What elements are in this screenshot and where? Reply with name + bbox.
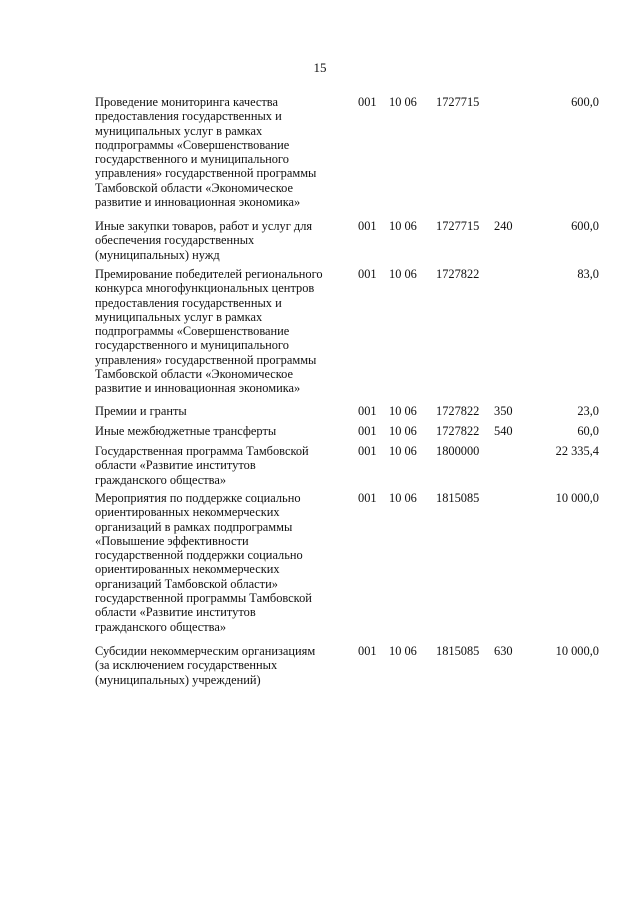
expense-type-code: 540 [494, 424, 513, 438]
description-line: управления» государственной программы [95, 352, 317, 367]
description-line: муниципальных услуг в рамках [95, 309, 263, 324]
description-line: организаций Тамбовской области» [95, 576, 278, 591]
section-code: 10 06 [389, 424, 417, 438]
target-code: 1727822 [436, 267, 480, 281]
admin-code: 001 [358, 444, 377, 458]
admin-code: 001 [358, 95, 377, 109]
row-description [95, 444, 350, 487]
expense-type-code: 630 [494, 644, 513, 658]
admin-code: 001 [358, 491, 377, 505]
description-line: Премирование победителей регионального [95, 267, 323, 281]
target-code: 1800000 [436, 444, 480, 458]
admin-code: 001 [358, 424, 377, 438]
description-line: гражданского общества» [95, 472, 227, 487]
target-code: 1815085 [436, 644, 480, 658]
description-line: Субсидии некоммерческим организациям [95, 644, 316, 658]
description-line: организаций в рамках подпрограммы [95, 519, 293, 534]
row-description [95, 424, 350, 438]
page-number: 15 [313, 60, 327, 75]
target-code: 1727822 [436, 424, 480, 438]
description-line: развитие и инновационная экономика» [95, 195, 301, 210]
admin-code: 001 [358, 644, 377, 658]
row-description [95, 491, 350, 634]
description-line: муниципальных услуг в рамках [95, 123, 263, 138]
description-line: государственной поддержки социально [95, 548, 303, 563]
target-code: 1727715 [436, 219, 480, 233]
section-code: 10 06 [389, 219, 417, 233]
description-line: области «Развитие институтов [95, 458, 256, 473]
description-line: Проведение мониторинга качества [95, 95, 278, 109]
description-line: гражданского общества» [95, 619, 227, 634]
description-line: ориентированных некоммерческих [95, 562, 280, 577]
amount-value: 10 000,0 [555, 491, 599, 505]
amount-value: 600,0 [571, 219, 599, 233]
description-line: государственного и муниципального [95, 338, 289, 353]
row-description [95, 644, 350, 687]
admin-code: 001 [358, 267, 377, 281]
description-line: (за исключением государственных [95, 658, 278, 673]
description-line: Тамбовской области «Экономическое [95, 180, 294, 195]
section-code: 10 06 [389, 267, 417, 281]
description-line: предоставления государственных и [95, 109, 282, 124]
description-line: «Повышение эффективности [95, 533, 249, 548]
target-code: 1727822 [436, 404, 480, 418]
description-line: Мероприятия по поддержке социально [95, 491, 301, 505]
description-line: Государственная программа Тамбовской [95, 444, 309, 458]
description-line: подпрограммы «Совершенствование [95, 324, 290, 339]
target-code: 1815085 [436, 491, 480, 505]
amount-value: 600,0 [571, 95, 599, 109]
description-line: (муниципальных) нужд [95, 247, 220, 262]
description-line: предоставления государственных и [95, 295, 282, 310]
description-line: Иные межбюджетные трансферты [95, 424, 277, 438]
description-line: обеспечения государственных [95, 233, 255, 248]
row-description [95, 267, 350, 396]
row-description [95, 404, 350, 418]
amount-value: 22 335,4 [555, 444, 599, 458]
admin-code: 001 [358, 404, 377, 418]
expense-type-code: 350 [494, 404, 513, 418]
description-line: государственной программы Тамбовской [95, 591, 312, 606]
description-line: ориентированных некоммерческих [95, 505, 280, 520]
amount-value: 23,0 [577, 404, 599, 418]
expense-type-code: 240 [494, 219, 513, 233]
section-code: 10 06 [389, 95, 417, 109]
row-description [95, 95, 350, 209]
amount-value: 83,0 [577, 267, 599, 281]
amount-value: 10 000,0 [555, 644, 599, 658]
row-description [95, 219, 350, 262]
description-line: развитие и инновационная экономика» [95, 381, 301, 396]
description-line: Премии и гранты [95, 404, 187, 418]
section-code: 10 06 [389, 444, 417, 458]
description-line: (муниципальных) учреждений) [95, 672, 261, 687]
description-line: подпрограммы «Совершенствование [95, 137, 290, 152]
description-line: государственного и муниципального [95, 152, 289, 167]
description-line: конкурса многофункциональных центров [95, 281, 315, 296]
target-code: 1727715 [436, 95, 480, 109]
description-line: Иные закупки товаров, работ и услуг для [95, 219, 313, 233]
amount-value: 60,0 [577, 424, 599, 438]
admin-code: 001 [358, 219, 377, 233]
description-line: управления» государственной программы [95, 166, 317, 181]
description-line: области «Развитие институтов [95, 605, 256, 620]
section-code: 10 06 [389, 491, 417, 505]
description-line: Тамбовской области «Экономическое [95, 367, 294, 382]
section-code: 10 06 [389, 404, 417, 418]
section-code: 10 06 [389, 644, 417, 658]
